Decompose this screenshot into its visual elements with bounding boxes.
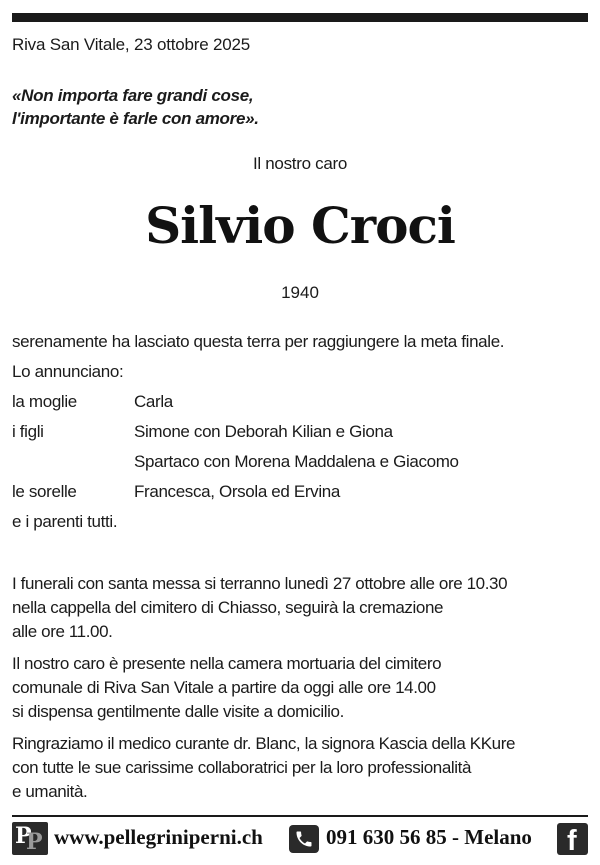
birth-year: 1940	[281, 283, 319, 302]
family-relation: le sorelle	[12, 482, 77, 501]
thanks-paragraph	[12, 732, 515, 804]
family-names: Carla	[134, 392, 173, 411]
family-names: Francesca, Orsola ed Ervina	[134, 482, 340, 501]
quote	[12, 84, 259, 130]
paragraph-line: si dispensa gentilmente dalle visite a domicilio.	[12, 702, 344, 721]
pp-monogram-icon	[12, 822, 48, 855]
top-rule	[12, 13, 588, 22]
family-names: Spartaco con Morena Maddalena e Giacomo	[134, 452, 459, 471]
paragraph-line: con tutte le sue carissime collaboratrici per la loro professionalità	[12, 758, 472, 777]
quote-line: l'importante è farle con amore».	[12, 109, 259, 128]
family-relation: i figli	[12, 422, 44, 441]
paragraph-line: nella cappella del cimitero di Chiasso, seguirà la cremazione	[12, 598, 444, 617]
logo-letter: P	[26, 829, 43, 855]
quote-line: «Non importa fare grandi cose,	[12, 86, 254, 105]
logo-letter: P	[15, 823, 32, 849]
paragraph-line: e umanità.	[12, 782, 88, 801]
footer-rule	[12, 815, 588, 817]
paragraph-line: alle ore 11.00.	[12, 622, 113, 641]
closing-line: e i parenti tutti.	[12, 512, 118, 531]
funeral-paragraph	[12, 572, 507, 644]
place-date: Riva San Vitale, 23 ottobre 2025	[12, 35, 251, 54]
footer	[12, 821, 588, 857]
facebook-letter: f	[567, 825, 577, 857]
family-relation: la moglie	[12, 392, 77, 411]
deceased-name: Silvio Croci	[145, 196, 455, 255]
paragraph-line: Ringraziamo il medico curante dr. Blanc, la signora Kascia della KKure	[12, 734, 516, 753]
phone-number[interactable]: 091 630 56 85 - Melano	[326, 825, 532, 849]
viewing-paragraph	[12, 652, 441, 724]
paragraph-line: I funerali con santa messa si terranno lunedì 27 ottobre alle ore 10.30	[12, 574, 508, 593]
paragraph-line: comunale di Riva San Vitale a partire da oggi alle ore 14.00	[12, 678, 436, 697]
website-link[interactable]: www.pellegriniperni.ch	[54, 825, 263, 849]
paragraph-line: Il nostro caro è presente nella camera mortuaria del cimitero	[12, 654, 442, 673]
telephone-icon	[289, 825, 319, 853]
announcement-line: serenamente ha lasciato questa terra per raggiungere la meta finale.	[12, 332, 505, 351]
announcement-line: Lo annunciano:	[12, 362, 124, 381]
family-names: Simone con Deborah Kilian e Giona	[134, 422, 393, 441]
intro-text: Il nostro caro	[252, 154, 348, 173]
facebook-icon[interactable]	[557, 823, 588, 855]
